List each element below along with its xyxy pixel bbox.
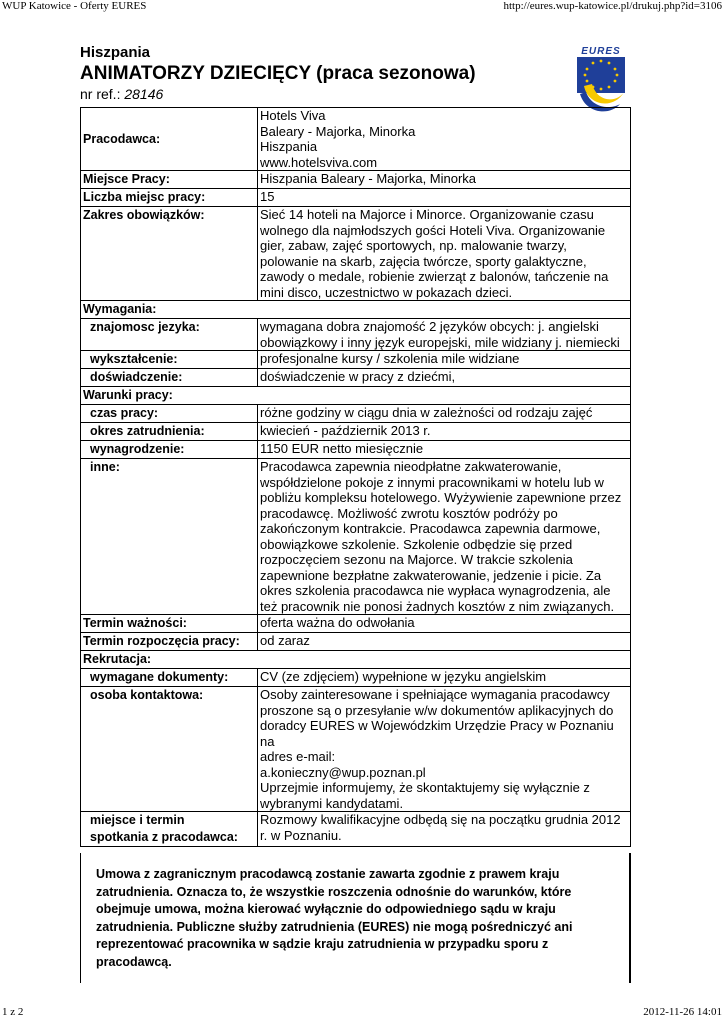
other-line: też pracownik nie ponosi żadnych kosztów z nim związanych. bbox=[260, 598, 615, 614]
label-meeting bbox=[81, 812, 258, 847]
contact-email: a.konieczny@wup.poznan.pl bbox=[260, 764, 426, 780]
row-salary bbox=[81, 441, 631, 459]
meeting-line: r. w Poznaniu. bbox=[260, 827, 342, 843]
page-count: 1 z 2 bbox=[2, 1006, 24, 1018]
other-line: pracodawcę. Możliwość zwrotu kosztów podróży po bbox=[260, 505, 558, 521]
duties-line: gier, zabaw, zajęć sportowych, np. malowanie twarzy, bbox=[260, 238, 567, 253]
other-line: pobliżu kompleksu hotelowego. Wyżywienie zapewnione przez bbox=[260, 490, 622, 505]
label-start: Termin rozpoczęcia pracy: bbox=[81, 633, 258, 651]
print-header bbox=[0, 0, 724, 14]
legal-notice bbox=[80, 853, 631, 983]
value-other bbox=[258, 459, 631, 615]
employer-line: Hotels Viva bbox=[260, 108, 326, 123]
languages-line: wymagana dobra znajomość 2 języków obcych: j. angielski bbox=[260, 319, 599, 334]
row-workplace bbox=[81, 171, 631, 189]
employer-website: www.hotelsviva.com bbox=[260, 154, 378, 170]
other-line: rozpoczęciem sezonu na Majorce. W trakcie szkolenia bbox=[260, 552, 573, 567]
label-salary: wynagrodzenie: bbox=[81, 441, 258, 459]
label-duties: Zakres obowiązków: bbox=[81, 207, 258, 301]
label-experience: doświadczenie: bbox=[81, 369, 258, 387]
row-contact bbox=[81, 687, 631, 812]
contact-line: doradcy EURES w Wojewódzkim Urzędzie Pracy w Poznaniu na bbox=[260, 718, 614, 749]
employer-line: Baleary - Majorka, Minorka bbox=[260, 123, 416, 139]
notice-line: zatrudnienia. Oznacza to, że wszystkie roszczenia odnośnie do warunków, które bbox=[96, 884, 572, 899]
value-languages bbox=[258, 319, 631, 351]
value-positions: 15 bbox=[258, 189, 631, 207]
row-period bbox=[81, 423, 631, 441]
notice-line: Umowa z zagranicznym pracodawcą zostanie zawarta zgodnie z prawem kraju bbox=[96, 867, 560, 881]
contact-line: Osoby zainteresowane i spełniające wymagania pracodawcy bbox=[260, 687, 610, 702]
label-positions: Liczba miejsc pracy: bbox=[81, 189, 258, 207]
label-workplace: Miejsce Pracy: bbox=[81, 171, 258, 189]
offer-title: ANIMATORZY DZIECIĘCY (praca sezonowa) bbox=[80, 63, 476, 84]
value-work-time: różne godziny w ciągu dnia w zależności od rodzaju zajęć bbox=[258, 405, 631, 423]
value-education: profesjonalne kursy / szkolenia mile widziane bbox=[258, 351, 631, 369]
value-meeting bbox=[258, 812, 631, 847]
contact-line: adres e-mail: bbox=[260, 749, 336, 764]
contact-line: Uprzejmie informujemy, że skontaktujemy się wyłącznie z bbox=[260, 780, 590, 795]
notice-line: reprezentować pracownika w sądzie kraju zatrudnienia w przypadku sporu z bbox=[96, 937, 549, 951]
row-employer bbox=[81, 108, 631, 171]
duties-line: mini disco, uczestnictwo w pokazach dzieci. bbox=[260, 284, 513, 300]
ref-number: 28146 bbox=[124, 86, 164, 102]
value-salary: 1150 EUR netto miesięcznie bbox=[258, 441, 631, 459]
label-education: wykształcenie: bbox=[81, 351, 258, 369]
offer-country: Hiszpania bbox=[80, 44, 151, 61]
other-line: obowiązkowe szkolenie. Szkolenie odbędzie się przed bbox=[260, 536, 573, 552]
row-duties bbox=[81, 207, 631, 301]
label-validity: Termin ważności: bbox=[81, 615, 258, 633]
row-documents bbox=[81, 669, 631, 687]
duties-line: zawody o medale, robienie zwierząt z balonów, tańczenie na bbox=[260, 269, 609, 284]
duties-line: Sieć 14 hoteli na Majorce i Minorce. Organizowanie czasu bbox=[260, 207, 594, 222]
value-employer bbox=[258, 108, 631, 171]
duties-line: wolnego dla najmłodszych gości Hoteli Viva. Organizowanie bbox=[260, 222, 606, 238]
notice-line: zatrudnienia. Publiczne służby zatrudnienia (EURES) nie mogą pośredniczyć ani bbox=[96, 919, 573, 934]
label-other: inne: bbox=[81, 459, 258, 615]
ref-label: nr ref.: bbox=[80, 86, 125, 102]
value-experience: doświadczenie w pracy z dziećmi, bbox=[258, 369, 631, 387]
label-employer: Pracodawca: bbox=[81, 108, 258, 171]
other-line: zakończonym kontrakcie. Pracodawca zapewnia darmowe, bbox=[260, 521, 601, 536]
print-footer bbox=[0, 1006, 724, 1020]
meeting-line: Rozmowy kwalifikacyjne odbędą się na początku grudnia 2012 bbox=[260, 812, 621, 827]
label-period: okres zatrudnienia: bbox=[81, 423, 258, 441]
section-recruitment: Rekrutacja: bbox=[81, 651, 631, 669]
page-title: WUP Katowice - Oferty EURES bbox=[2, 0, 147, 12]
contact-line: wybranymi kandydatami. bbox=[260, 795, 404, 811]
other-line: zapewnione bezpłatne zakwaterowanie, jedzenie i picie. Za bbox=[260, 567, 602, 583]
row-work-time bbox=[81, 405, 631, 423]
employer-line: Hiszpania bbox=[260, 139, 318, 154]
label-meeting-line: miejsce i termin bbox=[90, 813, 185, 827]
value-validity: oferta ważna do odwołania bbox=[258, 615, 631, 633]
row-recruitment-header bbox=[81, 651, 631, 669]
value-contact bbox=[258, 687, 631, 812]
value-period: kwiecień - październik 2013 r. bbox=[258, 423, 631, 441]
row-languages bbox=[81, 319, 631, 351]
value-documents: CV (ze zdjęciem) wypełnione w języku angielskim bbox=[258, 669, 631, 687]
row-conditions-header bbox=[81, 387, 631, 405]
value-start: od zaraz bbox=[258, 633, 631, 651]
eures-logo bbox=[570, 44, 632, 116]
label-contact: osoba kontaktowa: bbox=[81, 687, 258, 812]
row-positions bbox=[81, 189, 631, 207]
duties-line: polowanie na skarb, zajęcia twórcze, sporty galaktyczne, bbox=[260, 253, 587, 269]
page-url: http://eures.wup-katowice.pl/drukuj.php?id=3106 bbox=[503, 0, 722, 12]
row-education bbox=[81, 351, 631, 369]
section-requirements: Wymagania: bbox=[81, 301, 631, 319]
other-line: współdzielone pokoje z innymi pracownikami w hotelu lub w bbox=[260, 474, 604, 490]
offer-heading bbox=[80, 44, 560, 103]
eures-logo-text: EURES bbox=[581, 46, 621, 57]
row-start bbox=[81, 633, 631, 651]
label-meeting-line: spotkania z pracodawca: bbox=[90, 830, 238, 844]
row-experience bbox=[81, 369, 631, 387]
value-duties bbox=[258, 207, 631, 301]
contact-line: proszone są o przesyłanie w/w dokumentów aplikacyjnych do bbox=[260, 702, 614, 718]
notice-line: obejmuje umowa, można kierować wyłącznie do odpowiedniego sądu w kraju bbox=[96, 902, 556, 916]
row-validity bbox=[81, 615, 631, 633]
value-workplace: Hiszpania Baleary - Majorka, Minorka bbox=[258, 171, 631, 189]
label-languages: znajomosc jezyka: bbox=[81, 319, 258, 351]
languages-line: obowiązkowy i inny język europejski, mile widziany j. niemiecki bbox=[260, 334, 620, 350]
section-conditions: Warunki pracy: bbox=[81, 387, 631, 405]
offer-reference bbox=[80, 86, 560, 103]
other-line: Pracodawca zapewnia nieodpłatne zakwaterowanie, bbox=[260, 459, 562, 474]
row-meeting bbox=[81, 812, 631, 847]
row-requirements-header bbox=[81, 301, 631, 319]
print-timestamp: 2012-11-26 14:01 bbox=[643, 1006, 722, 1018]
other-line: okres szkolenia pracodawca nie wypłaca wynagrodzenia, ale bbox=[260, 583, 611, 598]
label-work-time: czas pracy: bbox=[81, 405, 258, 423]
row-other bbox=[81, 459, 631, 615]
notice-line: pracodawcą. bbox=[96, 954, 172, 969]
offer-details-table bbox=[80, 107, 631, 847]
label-documents: wymagane dokumenty: bbox=[81, 669, 258, 687]
